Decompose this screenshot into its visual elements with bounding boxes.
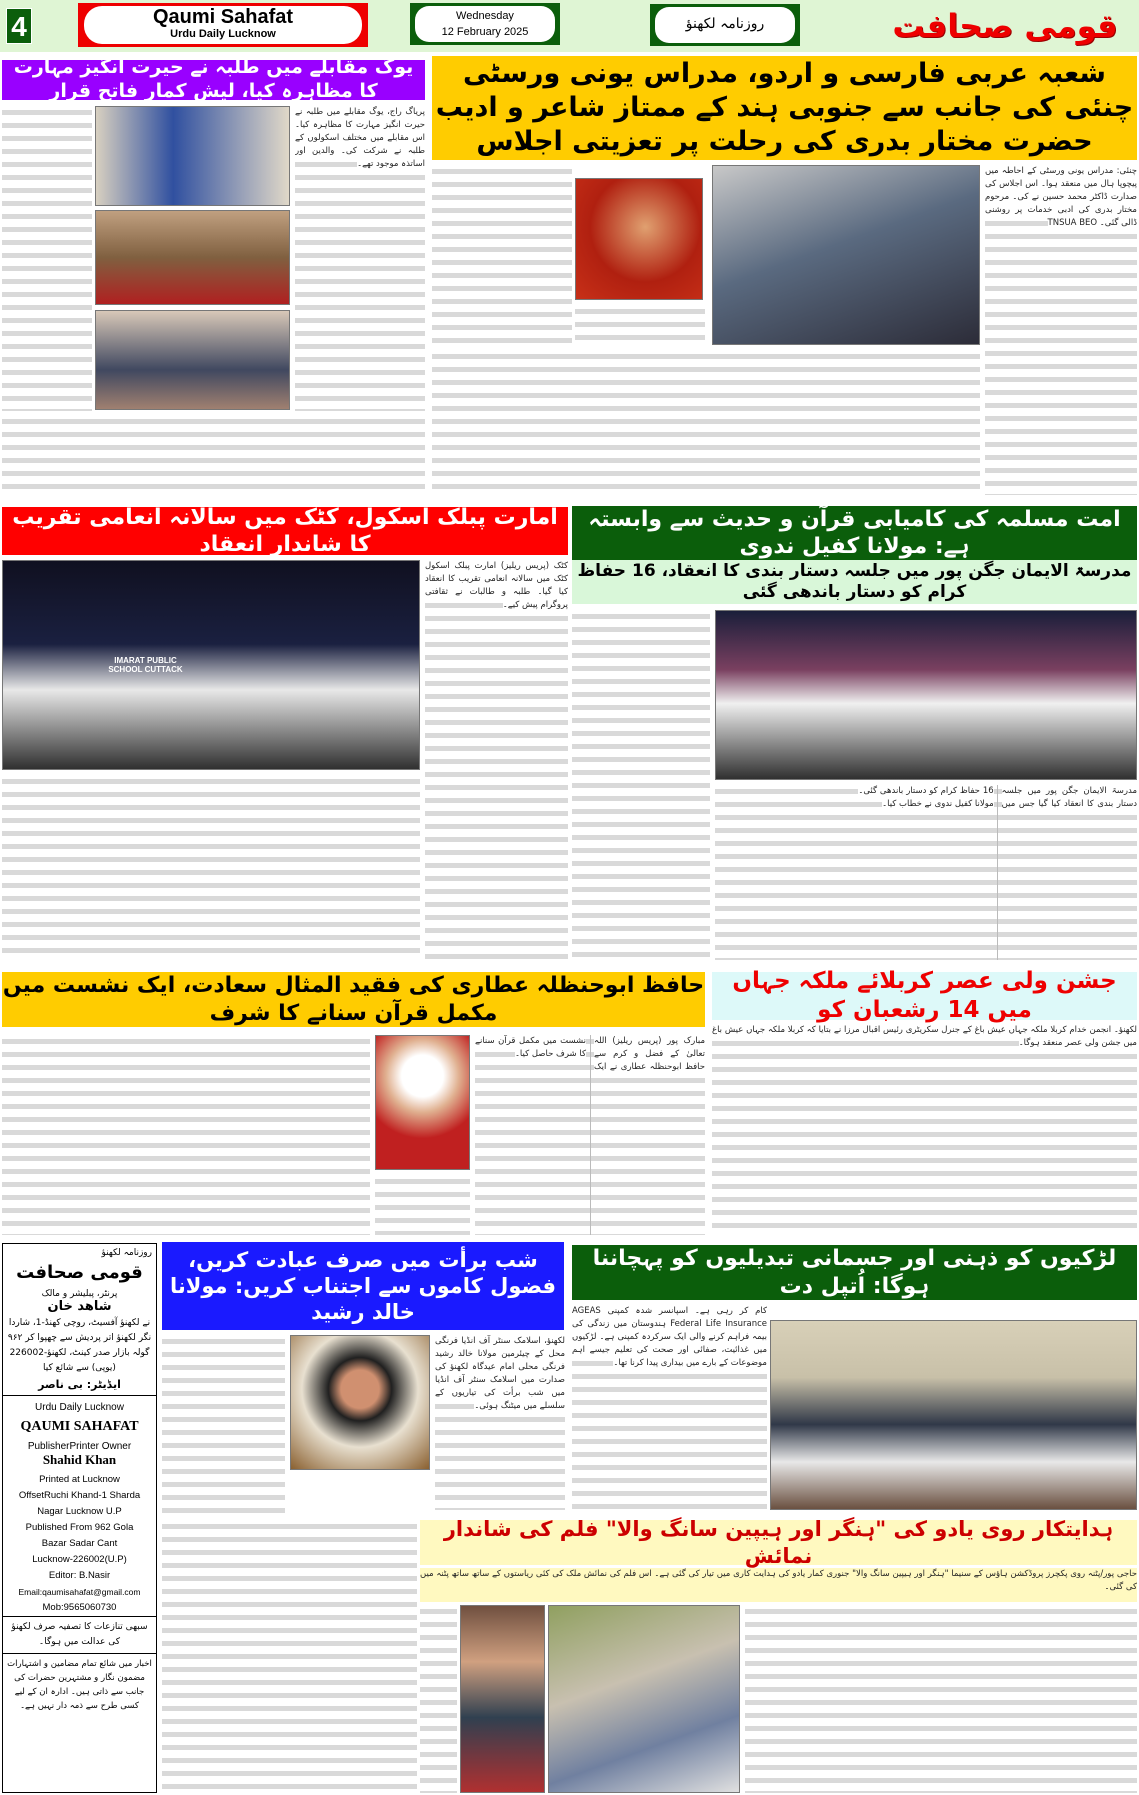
article-a3-body-side [572, 610, 710, 960]
headline-a6: حافظ ابوحنظلہ عطاری کی فقید المثال سعادت، ایک نشست میں مکمل قرآن سنانے کا شرف [2, 973, 705, 1026]
date: 12 February 2025 [441, 26, 529, 38]
imprint-disclaimer: اخبار میں شائع تمام مضامین و اشتہارات مضمون نگار و مشتہرین حضرات کی جانب سے ذاتی ہیں۔ ادارہ ان کے لیے کسی طرح سے ذمہ دار نہیں ہے۔ [3, 1653, 156, 1716]
imprint-en-title: QAUMI SAHAFAT [20, 1419, 139, 1434]
headline-a3: امت مسلمہ کی کامیابی قرآن و حدیث سے وابستہ ہے: مولانا کفیل ندوی [572, 506, 1137, 560]
imprint-urdu-role: پرنٹر، پبلیشر و مالک [41, 1289, 118, 1299]
headline-a2: یوگ مقابلے میں طلبہ نے حیرت انگیز مہارت کا مظاہرہ کیا، لیش کمار فاتح قرار [2, 60, 425, 100]
photo-ravi-yadav [460, 1605, 545, 1793]
article-a7-body: لکھنؤ، اسلامک سنٹر آف انڈیا فرنگی محل کے چیئرمین مولانا خالد رشید فرنگی محلی امام عیدگاہ لکھنؤ کی صدارت میں اسلامک سنٹر آف انڈیا میں شب برأت کی تیاریوں کے سلسلے میں میٹنگ ہوئی۔ [435, 1335, 565, 1510]
article-a9-body-left [420, 1605, 457, 1793]
article-a6-body-cont [2, 1035, 370, 1235]
english-title-box [78, 3, 368, 47]
imprint-line: Nagar Lucknow U.P [37, 1506, 122, 1517]
photo-school-event [2, 560, 420, 770]
headline-a1: شعبہ عربی فارسی و اردو، مدراس یونی ورسٹی چنئی کی جانب سے جنوبی ہند کے ممتاز شاعر و ادیب حضرت مختار بدری کی رحلت پر تعزیتی اجلاس [432, 56, 1137, 160]
imprint-mobile: Mob:9565060730 [42, 1602, 117, 1613]
article-a1-body: چنئی: مدراس یونی ورسٹی کے احاطہ میں پیچوپا ہال میں منعقد ہوا۔ اس اجلاس کی صدارت ڈاکٹر محمد حسین نے کی۔ مرحوم مختار بدری کی ادبی خدمات پر روشنی ڈالی گئی۔ TNSUA BEO [985, 165, 1137, 495]
photo-film-still [548, 1605, 740, 1793]
photo-yoga [95, 210, 290, 305]
article-a2-body: پریاگ راج، یوگ مقابلے میں طلبہ نے حیرت انگیز مہارت کا مظاہرہ کیا۔ اس مقابلے میں مختلف اسکولوں کے طلبہ نے شرکت کی۔ والدین اور اساتذہ موجود تھے۔ [295, 106, 425, 411]
headline-a9: ہدایتکار روی یادو کی "ہنگر اور ہیپین سانگ والا" فلم کی شاندار نمائش [420, 1520, 1137, 1565]
article-a4-body: کٹک (پریس ریلیز) امارت پبلک اسکول کٹک میں سالانہ انعامی تقریب کا انعقاد کیا گیا۔ طلبہ و طالبات نے ثقافتی پروگرام پیش کیے۔ [425, 560, 568, 960]
article-a3-body: مدرسۃ الایمان جگن پور میں جلسہ دستار بندی کا انعقاد کیا گیا جس میں 16 حفاظ کرام کو دستار باندھی گئی۔ مولانا کفیل ندوی نے خطاب کیا۔ [715, 785, 1137, 960]
imprint-line: Editor: B.Nasir [48, 1570, 111, 1581]
english-title: Qaumi Sahafat [152, 6, 294, 28]
photo-students [95, 310, 290, 410]
edition-box [650, 4, 800, 46]
article-a2-body-left [2, 106, 92, 411]
weekday: Wednesday [456, 10, 514, 22]
imprint-urdu-title: قومی صحافت [16, 1262, 143, 1283]
imprint-en-name: Shahid Khan [42, 1452, 117, 1467]
article-a6-body: مبارک پور (پریس ریلیز) اللہ تعالیٰ کے فضل و کرم سے حافظ ابوحنظلہ عطاری نے ایک نشست میں مکمل قرآن سنانے کا شرف حاصل کیا۔ [475, 1035, 705, 1235]
article-a1-body-cont [432, 350, 980, 495]
photo-portrait-mukhtar-badri [575, 178, 703, 300]
photo-hafiz [375, 1035, 470, 1170]
headline-a5: جشن ولی عصر کربلائے ملکہ جہاں میں 14 رشعبان کو [712, 972, 1137, 1020]
imprint-en-lines [3, 1472, 156, 1616]
subheadline-a3: مدرسۃ الایمان جگن پور میں جلسہ دستار بندی کا انعقاد، 16 حفاظ کرام کو دستار باندھی گئی [572, 560, 1137, 604]
photo-award [95, 106, 290, 206]
imprint-jurisdiction: سبھی تنازعات کا تصفیہ صرف لکھنؤ کی عدالت میں ہوگا۔ [3, 1616, 156, 1653]
article-a8-body: کام کر رہی ہے۔ اسپانسر شدہ کمپنی AGEAS Federal Life Insurance ہندوستان میں زندگی کی بیمہ فراہم کرنے والی ایک سرکردہ کمپنی ہے۔ لڑکیوں میں غذائیت، صفائی اور صحت کی تعلیم جیسے اہم موضوعات کے بارے میں بیداری پیدا کرنا تھا۔ [572, 1305, 767, 1515]
page-header [0, 0, 1139, 52]
photo-girls-program [770, 1320, 1137, 1510]
photo-khalid-rasheed [290, 1335, 430, 1470]
imprint-line: Printed at Lucknow [39, 1474, 120, 1485]
photo-dastarbandi [715, 610, 1137, 780]
imprint-en-subtitle: Urdu Daily Lucknow [35, 1402, 124, 1413]
imprint-urdu-name: شاھد خان [47, 1299, 112, 1314]
article-a5-body: لکھنؤ۔ انجمن خدام کربلا ملکہ جہاں عیش باغ کے جنرل سکریٹری رئیس اقبال مرزا نے بتایا کہ کربلا ملکہ جہاں عیش باغ میں جشن ولی عصر منعقد ہوگا۔ [712, 1024, 1137, 1234]
article-a7-body-left [162, 1335, 285, 1515]
imprint-line: Lucknow-226002(U.P) [32, 1554, 127, 1565]
date-box [410, 3, 560, 45]
imprint-line: Published From 962 Gola [25, 1522, 134, 1533]
urdu-edition: روزنامہ لکھنؤ [655, 7, 795, 43]
photo-meeting [712, 165, 980, 345]
photo-banner-text: IMARAT PUBLIC SCHOOL CUTTACK [108, 656, 183, 674]
imprint-email: Email:qaumisahafat@gmail.com [18, 1587, 141, 1597]
imprint-urdu-address: نے لکھنؤ آفسیٹ، روچی کھنڈ-1، شاردا نگر لکھنؤ اتر پردیش سے چھپوا کر ۹۶۲ گولہ بازار صدر کینٹ، لکھنؤ-226002 (یوپی) سے شائع کیا [7, 1318, 152, 1373]
article-a6-body-under [375, 1175, 470, 1235]
article-a1-body-side [432, 165, 572, 345]
article-a7-body-cont [162, 1520, 417, 1793]
masthead: قومی صحافت [892, 7, 1118, 45]
imprint-edition: روزنامہ لکھنؤ [101, 1248, 152, 1258]
article-a9-body: حاجی پور/پٹنہ روی پکچرز پروڈکشن ہاؤس کے سنیما "ہنگر اور ہیپین سانگ والا" جنوری کمار یادو کی ہدایت کاری میں تیار کی گئی ہے۔ اس فلم کی نمائش ملک کی کئی ریاستوں کے ساتھ ساتھ پٹنہ میں کی گئی۔ [420, 1568, 1137, 1602]
article-a8-body-cont [745, 1605, 1137, 1793]
imprint-en-role: PublisherPrinter Owner [27, 1441, 132, 1452]
article-a1-body-under-photo [575, 305, 705, 345]
headline-a4: امارت پبلک اسکول، کٹک میں سالانہ انعامی تقریب کا شاندار انعقاد [2, 507, 568, 555]
page-number: 4 [6, 8, 32, 44]
imprint-urdu-editor: ایڈیٹر: بی ناصر [3, 1378, 156, 1396]
headline-a8: لڑکیوں کو ذہنی اور جسمانی تبدیلیوں کو پہچاننا ہوگا: اُتپل دت [572, 1245, 1137, 1300]
headline-a7: شب برأت میں صرف عبادت کریں، فضول کاموں سے اجتناب کریں: مولانا خالد رشید [162, 1242, 564, 1330]
imprint-line: OffsetRuchi Khand-1 Sharda [18, 1490, 141, 1501]
article-a2-body-bottom [2, 415, 425, 495]
imprint-box [2, 1243, 157, 1793]
imprint-line: Bazar Sadar Cant [41, 1538, 118, 1549]
article-a4-body-cont [2, 775, 420, 960]
english-subtitle: Urdu Daily Lucknow [170, 28, 276, 40]
